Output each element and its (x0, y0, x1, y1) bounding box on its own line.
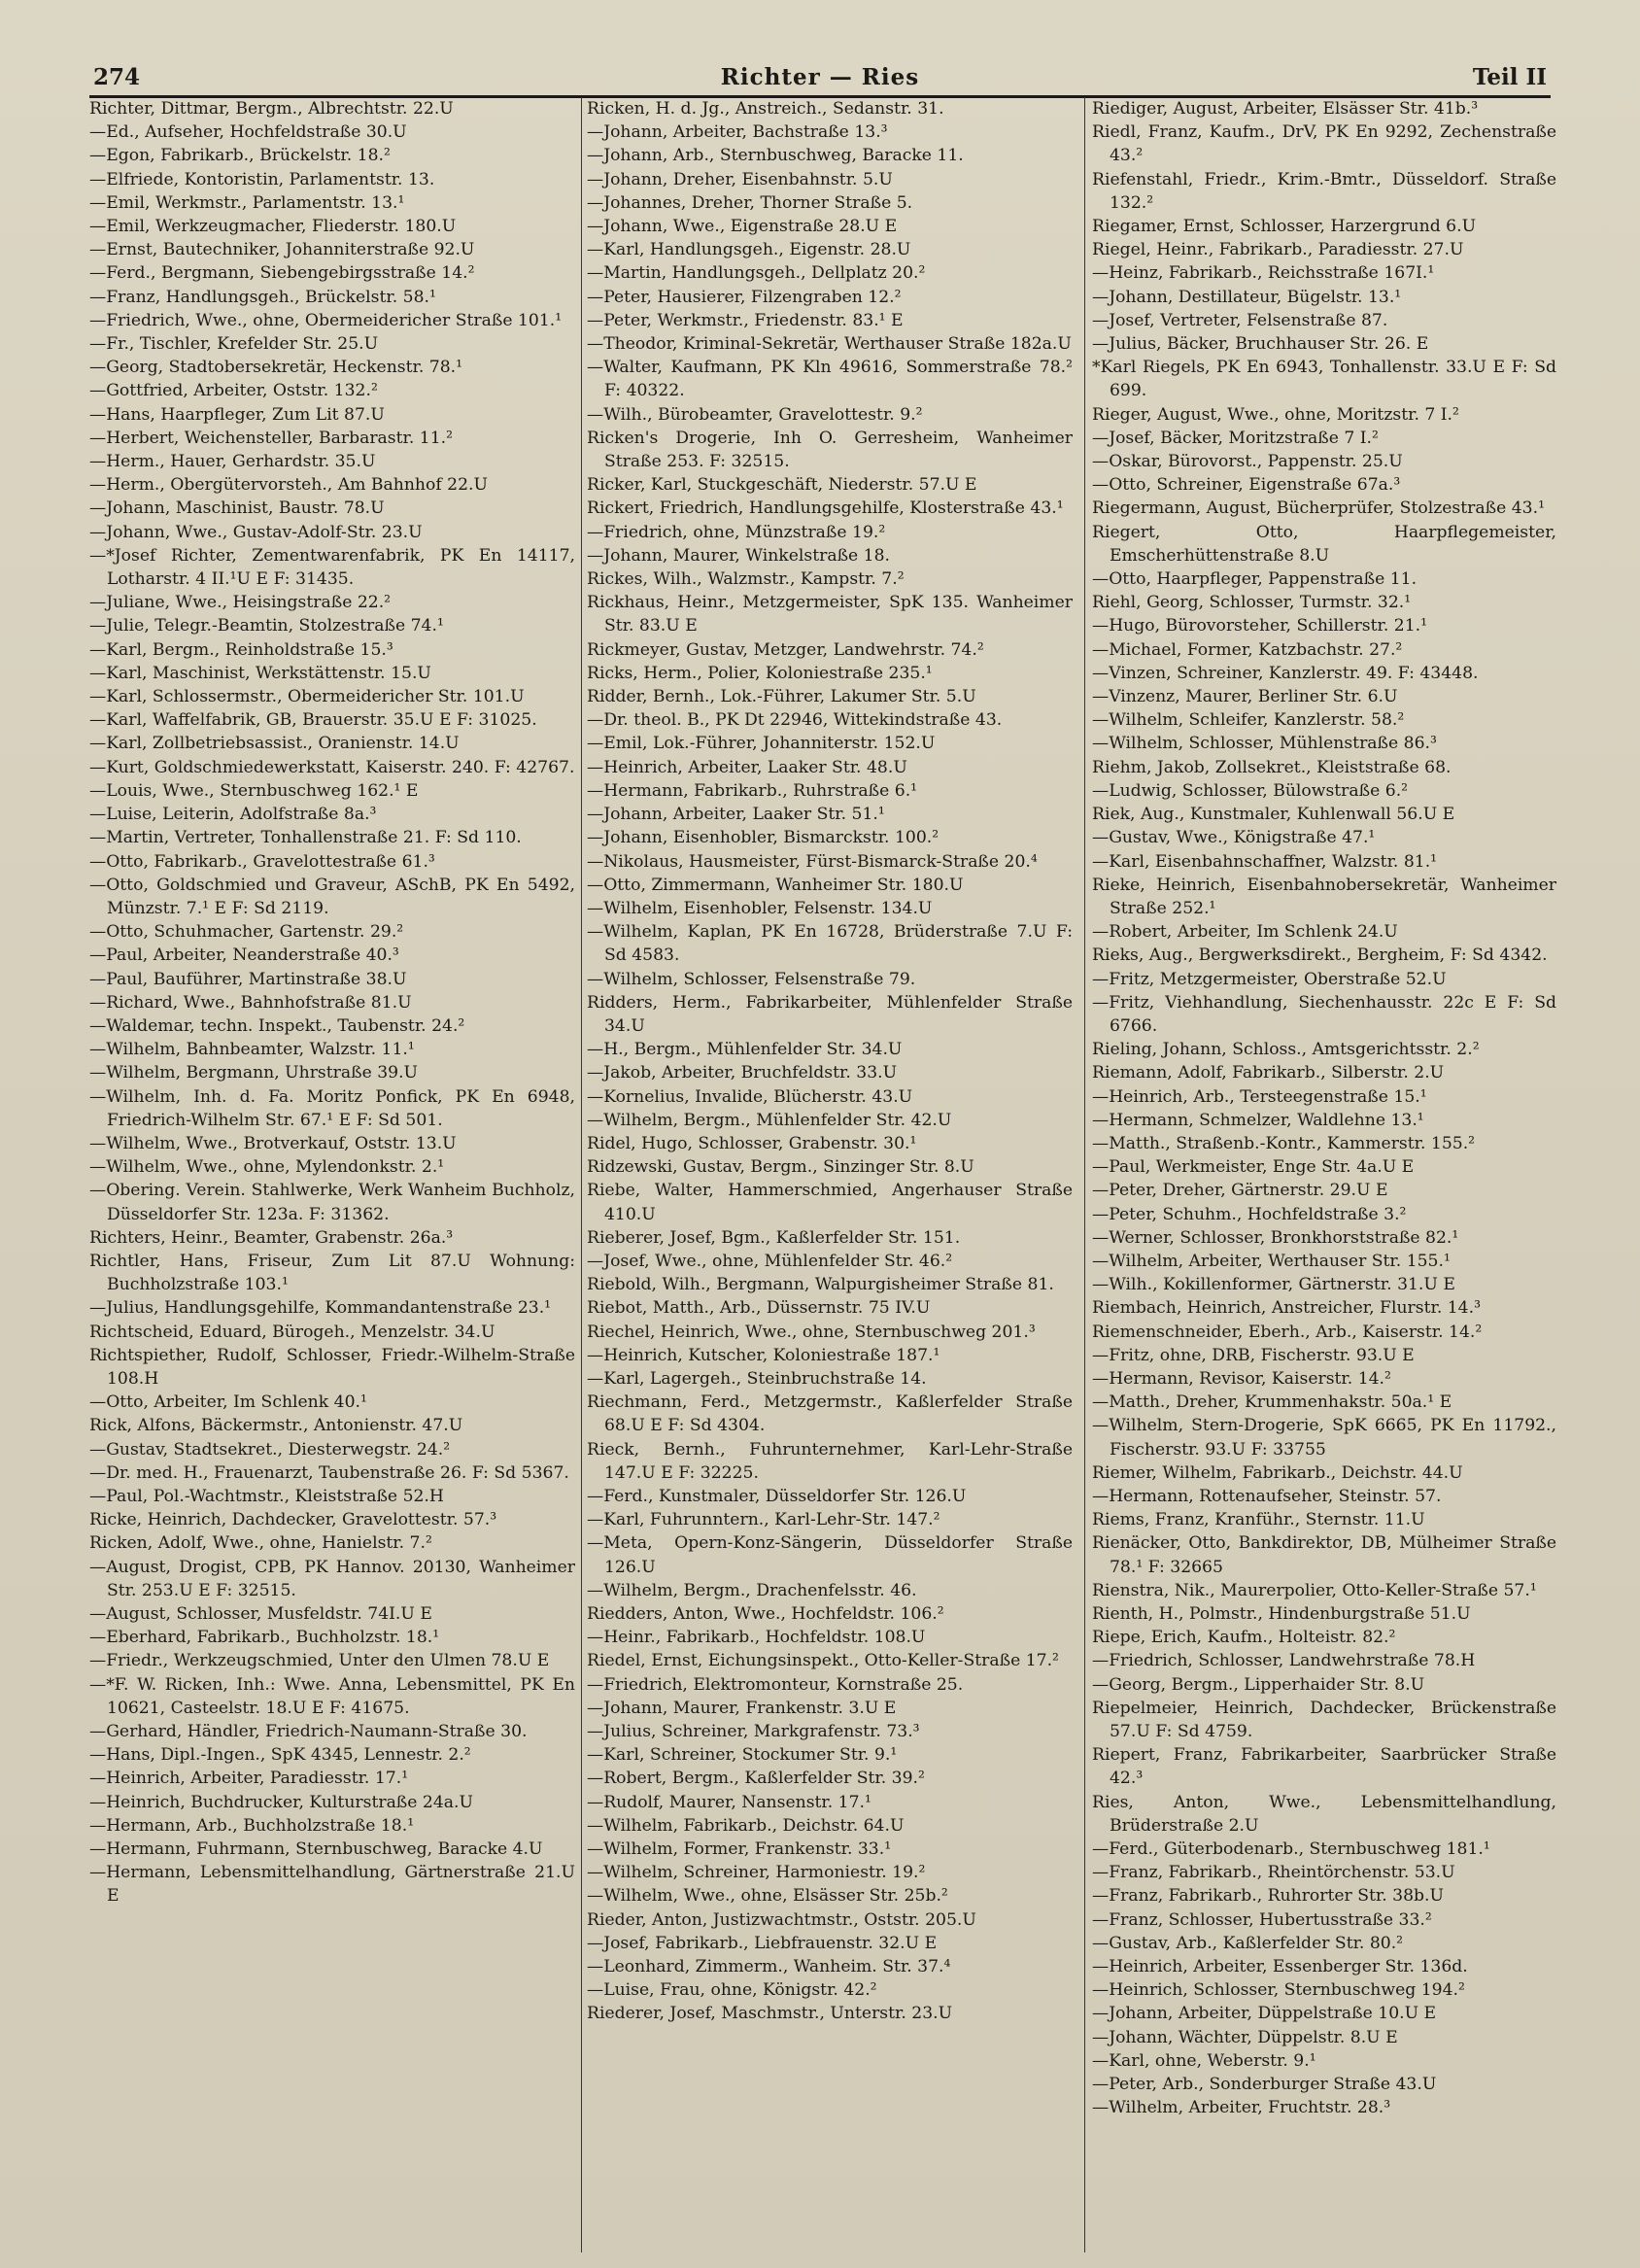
directory-entry: Riehm, Jakob, Zollsekret., Kleiststraße 68. (1092, 757, 1452, 777)
directory-entry: —Wilhelm, Bergm., Mühlenfelder Str. 42.U (587, 1110, 952, 1130)
directory-entry: Rieberer, Josef, Bgm., Kaßlerfelder Str. 151. (587, 1227, 961, 1248)
directory-entry: —Waldemar, techn. Inspekt., Taubenstr. 24.² (89, 1015, 465, 1036)
directory-entry: —Johann, Maurer, Winkelstraße 18. (587, 545, 891, 566)
directory-entry: —Oskar, Bürovorst., Pappenstr. 25.U (1092, 452, 1403, 472)
directory-entry: —Karl, Bergm., Reinholdstraße 15.³ (89, 639, 393, 660)
directory-entry: —Fritz, ohne, DRB, Fischerstr. 93.U E (1092, 1345, 1415, 1365)
directory-entry: —Karl, Maschinist, Werkstättenstr. 15.U (89, 663, 431, 683)
directory-entry: —Dr. med. H., Frauenarzt, Taubenstraße 26. F: Sd 5367. (89, 1462, 569, 1483)
directory-entry: —Friedrich, Schlosser, Landwehrstraße 78.H (1092, 1651, 1476, 1671)
directory-entry: —Johann, Destillateur, Bügelstr. 13.¹ (1092, 287, 1402, 307)
directory-entry: —Otto, Fabrikarb., Gravelottestraße 61.³ (89, 851, 435, 872)
directory-entry: —Karl, Zollbetriebsassist., Oranienstr. 14.U (89, 734, 460, 754)
directory-entry: Richtscheid, Eduard, Bürogeh., Menzelstr. 34.U (89, 1322, 495, 1342)
directory-entry: —Luise, Leiterin, Adolfstraße 8a.³ (89, 805, 377, 825)
directory-entry: —Michael, Former, Katzbachstr. 27.² (1092, 639, 1403, 660)
directory-entry: —Richard, Wwe., Bahnhofstraße 81.U (89, 992, 412, 1013)
directory-entry: —Gustav, Stadtsekret., Diesterwegstr. 24.² (89, 1439, 451, 1460)
running-title: Richter — Ries (720, 64, 920, 90)
directory-entry: —Meta, Opern-Konz-Sängerin, Düsseldorfer Straße 126.U (587, 1533, 1073, 1577)
directory-entry: —Leonhard, Zimmerm., Wanheim. Str. 37.⁴ (587, 1957, 951, 1977)
directory-entry: —Vinzenz, Maurer, Berliner Str. 6.U (1092, 687, 1398, 707)
directory-entry: —Heinrich, Buchdrucker, Kulturstraße 24a.U (89, 1792, 473, 1812)
directory-entry: —Walter, Kaufmann, PK Kln 49616, Sommerstraße 78.² F: 40322. (587, 358, 1073, 401)
directory-entry: —Hermann, Arb., Buchholzstraße 18.¹ (89, 1815, 415, 1836)
directory-entry: Richtspiether, Rudolf, Schlosser, Friedr.-Wilhelm-Straße 108.H (89, 1345, 575, 1389)
directory-entry: —Heinrich, Schlosser, Sternbuschweg 194.² (1092, 1980, 1465, 2001)
directory-entry: Ricken's Drogerie, Inh O. Gerresheim, Wanheimer Straße 253. F: 32515. (587, 428, 1073, 472)
page-header (93, 60, 1547, 93)
directory-entry: —Peter, Schuhm., Hochfeldstraße 3.² (1092, 1204, 1407, 1224)
directory-entry: Riemann, Adolf, Fabrikarb., Silberstr. 2.U (1092, 1063, 1445, 1083)
directory-entry: —Karl, Fuhrunntern., Karl-Lehr-Str. 147.² (587, 1510, 940, 1530)
directory-entry: Riebot, Matth., Arb., Düssernstr. 75 IV.U (587, 1298, 931, 1319)
directory-entry: —Julius, Schreiner, Markgrafenstr. 73.³ (587, 1722, 920, 1742)
directory-entry: —Peter, Dreher, Gärtnerstr. 29.U E (1092, 1181, 1388, 1201)
directory-entry: Rienth, H., Polmstr., Hindenburgstraße 51.U (1092, 1604, 1471, 1624)
directory-entry: —Josef, Wwe., ohne, Mühlenfelder Str. 46.² (587, 1251, 953, 1271)
directory-entry: —Heinr., Fabrikarb., Hochfeldstr. 108.U (587, 1628, 926, 1648)
directory-entry: Rickhaus, Heinr., Metzgermeister, SpK 135. Wanheimer Str. 83.U E (587, 593, 1073, 636)
directory-entry: —Otto, Zimmermann, Wanheimer Str. 180.U (587, 875, 964, 895)
directory-entry: —Heinrich, Arbeiter, Laaker Str. 48.U (587, 757, 907, 777)
directory-entry: —Ernst, Bautechniker, Johanniterstraße 92.U (89, 240, 475, 260)
directory-entry: —Johann, Arb., Sternbuschweg, Baracke 11. (587, 146, 964, 166)
directory-entry: —Hans, Haarpfleger, Zum Lit 87.U (89, 404, 385, 425)
directory-entry: —Heinz, Fabrikarb., Reichsstraße 167I.¹ (1092, 263, 1435, 284)
directory-entry: —Heinrich, Arbeiter, Essenberger Str. 136d. (1092, 1957, 1468, 1977)
directory-entry: —Heinrich, Arb., Tersteegenstraße 15.¹ (1092, 1086, 1427, 1107)
directory-entry: —Otto, Haarpfleger, Pappenstraße 11. (1092, 569, 1418, 590)
directory-entry: Rick, Alfons, Bäckermstr., Antonienstr. 47.U (89, 1416, 463, 1436)
directory-entry: Ridel, Hugo, Schlosser, Grabenstr. 30.¹ (587, 1133, 917, 1153)
directory-entry: —Paul, Werkmeister, Enge Str. 4a.U E (1092, 1157, 1415, 1178)
directory-entry: —Wilhelm, Arbeiter, Fruchtstr. 28.³ (1092, 2098, 1391, 2118)
directory-entry: —Wilhelm, Kaplan, PK En 16728, Brüderstraße 7.U F: Sd 4583. (587, 922, 1073, 966)
directory-entry: Rienäcker, Otto, Bankdirektor, DB, Mülheimer Straße 78.¹ F: 32665 (1092, 1533, 1556, 1577)
directory-entry: —Nikolaus, Hausmeister, Fürst-Bismarck-Straße 20.⁴ (587, 851, 1038, 872)
directory-entry: —Paul, Pol.-Wachtmstr., Kleiststraße 52.H (89, 1486, 444, 1506)
directory-entry: —Johann, Wwe., Eigenstraße 28.U E (587, 217, 898, 237)
directory-entry: —Johann, Maschinist, Baustr. 78.U (89, 498, 385, 519)
directory-entry: —*F. W. Ricken, Inh.: Wwe. Anna, Lebensmittel, PK En 10621, Casteelstr. 18.U E F: 41675. (89, 1674, 575, 1718)
directory-entry: —Emil, Lok.-Führer, Johanniterstr. 152.U (587, 734, 936, 754)
part-label: Teil II (1472, 64, 1547, 90)
directory-entry: —Fritz, Viehhandlung, Siechenhausstr. 22c E F: Sd 6766. (1092, 992, 1556, 1036)
directory-entry: —Wilh., Kokillenformer, Gärtnerstr. 31.U E (1092, 1275, 1455, 1295)
directory-entry: —Juliane, Wwe., Heisingstraße 22.² (89, 593, 392, 613)
directory-entry: —Johann, Eisenhobler, Bismarckstr. 100.² (587, 828, 940, 848)
directory-entry: Ricken, H. d. Jg., Anstreich., Sedanstr. 31. (587, 99, 944, 119)
directory-entry: Riegert, Otto, Haarpflegemeister, Emscherhüttenstraße 8.U (1092, 522, 1556, 566)
directory-entry: —Friedrich, ohne, Münzstraße 19.² (587, 522, 886, 542)
directory-entry: —Luise, Frau, ohne, Königstr. 42.² (587, 1980, 877, 2001)
directory-entry: —Matth., Dreher, Krummenhakstr. 50a.¹ E (1092, 1392, 1452, 1413)
directory-entry: Riegermann, August, Bücherprüfer, Stolzestraße 43.¹ (1092, 498, 1545, 519)
column-1 (89, 97, 575, 2252)
directory-entry: —Wilhelm, Fabrikarb., Deichstr. 64.U (587, 1815, 905, 1836)
directory-entry: —Fritz, Metzgermeister, Oberstraße 52.U (1092, 969, 1447, 989)
directory-entry: —Ed., Aufseher, Hochfeldstraße 30.U (89, 122, 407, 143)
directory-entry: —Johann, Dreher, Eisenbahnstr. 5.U (587, 169, 893, 189)
directory-entry: —Heinrich, Arbeiter, Paradiesstr. 17.¹ (89, 1769, 409, 1789)
directory-entry: Riederer, Josef, Maschmstr., Unterstr. 23.U (587, 2004, 953, 2024)
directory-entry: Richters, Heinr., Beamter, Grabenstr. 26a.³ (89, 1227, 454, 1248)
directory-entry: Ridders, Herm., Fabrikarbeiter, Mühlenfelder Straße 34.U (587, 992, 1073, 1036)
directory-entry: —Paul, Bauführer, Martinstraße 38.U (89, 969, 407, 989)
directory-entry: Riegel, Heinr., Fabrikarb., Paradiesstr. 27.U (1092, 240, 1464, 260)
directory-entry: —Wilhelm, Stern-Drogerie, SpK 6665, PK En 11792., Fischerstr. 93.U F: 33755 (1092, 1416, 1556, 1460)
directory-entry: Riedders, Anton, Wwe., Hochfeldstr. 106.² (587, 1604, 944, 1624)
directory-entry: —Wilhelm, Schreiner, Harmoniestr. 19.² (587, 1863, 926, 1883)
directory-entry: —Gottfried, Arbeiter, Oststr. 132.² (89, 381, 378, 401)
directory-entry: —Kornelius, Invalide, Blücherstr. 43.U (587, 1086, 913, 1107)
directory-entry: —Wilhelm, Eisenhobler, Felsenstr. 134.U (587, 898, 933, 918)
directory-entry: —Louis, Wwe., Sternbuschweg 162.¹ E (89, 780, 419, 801)
directory-entry: —Heinrich, Kutscher, Koloniestraße 187.¹ (587, 1345, 940, 1365)
directory-entry: —Emil, Werkmstr., Parlamentstr. 13.¹ (89, 192, 405, 213)
directory-entry: —Otto, Goldschmied und Graveur, ASchB, PK En 5492, Münzstr. 7.¹ E F: Sd 2119. (89, 875, 575, 918)
directory-entry: —Johann, Arbeiter, Laaker Str. 51.¹ (587, 805, 885, 825)
directory-entry: —Herbert, Weichensteller, Barbarastr. 11.² (89, 428, 453, 448)
directory-entry: —Josef, Vertreter, Felsenstraße 87. (1092, 310, 1388, 330)
directory-entry: —August, Schlosser, Musfeldstr. 74I.U E (89, 1604, 432, 1624)
directory-entry: —Obering. Verein. Stahlwerke, Werk Wanheim Buchholz, Düsseldorfer Str. 123a. F: 31362. (89, 1181, 575, 1224)
directory-entry: Richter, Dittmar, Bergm., Albrechtstr. 22.U (89, 99, 454, 119)
directory-entry: —Johann, Wächter, Düppelstr. 8.U E (1092, 2027, 1398, 2047)
directory-entry: —*Josef Richter, Zementwarenfabrik, PK En 14117, Lotharstr. 4 II.¹U E F: 31435. (89, 545, 575, 590)
directory-entry: —Karl, Schlossermstr., Obermeidericher Str. 101.U (89, 687, 525, 707)
directory-entry: —Matth., Straßenb.-Kontr., Kammerstr. 155.² (1092, 1133, 1476, 1153)
directory-entry: —Hermann, Fuhrmann, Sternbuschweg, Baracke 4.U (89, 1839, 543, 1860)
directory-entry: —H., Bergm., Mühlenfelder Str. 34.U (587, 1040, 903, 1060)
directory-entry: —Franz, Fabrikarb., Ruhrorter Str. 38b.U (1092, 1886, 1444, 1907)
directory-entry: —Wilhelm, Schlosser, Mühlenstraße 86.³ (1092, 734, 1437, 754)
directory-entry: —Wilhelm, Arbeiter, Werthauser Str. 155.¹ (1092, 1251, 1451, 1271)
directory-entry: —Wilhelm, Schlosser, Felsenstraße 79. (587, 969, 916, 989)
directory-entry: —Rudolf, Maurer, Nansenstr. 17.¹ (587, 1792, 871, 1812)
directory-entry: —Herm., Hauer, Gerhardstr. 35.U (89, 452, 376, 472)
directory-entry: Riepelmeier, Heinrich, Dachdecker, Brückenstraße 57.U F: Sd 4759. (1092, 1698, 1556, 1742)
directory-entry: Richtler, Hans, Friseur, Zum Lit 87.U Wohnung: Buchholzstraße 103.¹ (89, 1251, 575, 1295)
directory-entry: —Fr., Tischler, Krefelder Str. 25.U (89, 334, 379, 355)
directory-entry: —Werner, Schlosser, Bronkhorststraße 82.¹ (1092, 1227, 1459, 1248)
directory-entry: —Eberhard, Fabrikarb., Buchholzstr. 18.¹ (89, 1628, 440, 1648)
directory-entry: *Karl Riegels, PK En 6943, Tonhallenstr. 33.U E F: Sd 699. (1092, 358, 1556, 401)
directory-entry: Riebe, Walter, Hammerschmied, Angerhauser Straße 410.U (587, 1181, 1073, 1224)
directory-entry: Rieger, August, Wwe., ohne, Moritzstr. 7 I.² (1092, 404, 1459, 425)
directory-entry: Rieling, Johann, Schloss., Amtsgerichtsstr. 2.² (1092, 1040, 1480, 1060)
directory-entry: —Karl, Schreiner, Stockumer Str. 9.¹ (587, 1745, 898, 1766)
directory-entry: —Johann, Arbeiter, Bachstraße 13.³ (587, 122, 888, 143)
directory-entry: —Ludwig, Schlosser, Bülowstraße 6.² (1092, 780, 1409, 801)
directory-entry: —Wilhelm, Inh. d. Fa. Moritz Ponfick, PK En 6948, Friedrich-Wilhelm Str. 67.¹ E F: Sd 501. (89, 1086, 575, 1130)
directory-entry: —Wilhelm, Former, Frankenstr. 33.¹ (587, 1839, 892, 1860)
directory-entry: —Emil, Werkzeugmacher, Fliederstr. 180.U (89, 217, 457, 237)
directory-entry: —Hans, Dipl.-Ingen., SpK 4345, Lennestr. 2.² (89, 1745, 471, 1766)
directory-entry: —Julie, Telegr.-Beamtin, Stolzestraße 74.¹ (89, 616, 444, 636)
directory-entry: —Karl, Eisenbahnschaffner, Walzstr. 81.¹ (1092, 851, 1438, 872)
directory-entry: —Otto, Schreiner, Eigenstraße 67a.³ (1092, 475, 1401, 496)
directory-entry: Rickmeyer, Gustav, Metzger, Landwehrstr. 74.² (587, 639, 984, 660)
directory-entry: —Wilhelm, Bergm., Drachenfelsstr. 46. (587, 1580, 917, 1600)
page-number: 274 (93, 64, 141, 90)
directory-entry: Riechmann, Ferd., Metzgermstr., Kaßlerfelder Straße 68.U E F: Sd 4304. (587, 1392, 1073, 1436)
directory-entry: —Karl, ohne, Weberstr. 9.¹ (1092, 2050, 1316, 2071)
directory-entry: —Dr. theol. B., PK Dt 22946, Wittekindstraße 43. (587, 710, 1003, 731)
directory-entry: Ricker, Karl, Stuckgeschäft, Niederstr. 57.U E (587, 475, 977, 496)
directory-entry: Riemenschneider, Eberh., Arb., Kaiserstr. 14.² (1092, 1322, 1483, 1342)
directory-entry: —Jakob, Arbeiter, Bruchfeldstr. 33.U (587, 1063, 898, 1083)
directory-entry: Ridzewski, Gustav, Bergm., Sinzinger Str. 8.U (587, 1157, 974, 1178)
directory-entry: —Karl, Handlungsgeh., Eigenstr. 28.U (587, 240, 911, 260)
directory-entry: —Gustav, Arb., Kaßlerfelder Str. 80.² (1092, 1933, 1404, 1953)
directory-entry: —Karl, Lagergeh., Steinbruchstraße 14. (587, 1368, 927, 1389)
directory-entry: —Peter, Hausierer, Filzengraben 12.² (587, 287, 902, 307)
directory-entry: —Johann, Maurer, Frankenstr. 3.U E (587, 1698, 897, 1718)
directory-entry: Ricke, Heinrich, Dachdecker, Gravelottestr. 57.³ (89, 1510, 497, 1530)
directory-entry: —Martin, Handlungsgeh., Dellplatz 20.² (587, 263, 926, 284)
directory-entry: —Franz, Handlungsgeh., Brückelstr. 58.¹ (89, 287, 436, 307)
directory-entry: —Wilhelm, Bergmann, Uhrstraße 39.U (89, 1063, 419, 1083)
column-divider (581, 97, 582, 2252)
directory-entry: Riedl, Franz, Kaufm., DrV, PK En 9292, Zechenstraße 43.² (1092, 122, 1556, 166)
directory-entry: —Wilhelm, Wwe., ohne, Elsässer Str. 25b.² (587, 1886, 948, 1907)
directory-entry: Riefenstahl, Friedr., Krim.-Bmtr., Düsseldorf. Straße 132.² (1092, 169, 1556, 213)
directory-entry: Riechel, Heinrich, Wwe., ohne, Sternbuschweg 201.³ (587, 1322, 1036, 1342)
directory-entry: —Hermann, Lebensmittelhandlung, Gärtnerstraße 21.U E (89, 1863, 575, 1907)
column-2 (587, 97, 1073, 2252)
directory-entry: —Julius, Bäcker, Bruchhauser Str. 26. E (1092, 334, 1429, 355)
directory-entry: —Gustav, Wwe., Königstraße 47.¹ (1092, 828, 1376, 848)
directory-entry: —Hermann, Schmelzer, Waldlehne 13.¹ (1092, 1110, 1424, 1130)
directory-entry: —Josef, Bäcker, Moritzstraße 7 I.² (1092, 428, 1379, 448)
directory-entry: Riepe, Erich, Kaufm., Holteistr. 82.² (1092, 1628, 1396, 1648)
directory-entry: —Otto, Schuhmacher, Gartenstr. 29.² (89, 922, 404, 943)
directory-entry: Riegamer, Ernst, Schlosser, Harzergrund 6.U (1092, 217, 1477, 237)
column-divider (1084, 97, 1085, 2252)
directory-entry: —Georg, Bergm., Lipperhaider Str. 8.U (1092, 1674, 1425, 1695)
directory-entry: —Johann, Wwe., Gustav-Adolf-Str. 23.U (89, 522, 423, 542)
directory-entry: —Peter, Werkmstr., Friedenstr. 83.¹ E (587, 310, 904, 330)
directory-entry: Riepert, Franz, Fabrikarbeiter, Saarbrücker Straße 42.³ (1092, 1745, 1556, 1789)
directory-entry: Riehl, Georg, Schlosser, Turmstr. 32.¹ (1092, 593, 1412, 613)
directory-entry: Ricks, Herm., Polier, Koloniestraße 235.¹ (587, 663, 933, 683)
directory-entry: —Gerhard, Händler, Friedrich-Naumann-Straße 30. (89, 1722, 528, 1742)
directory-entry: Rieks, Aug., Bergwerksdirekt., Bergheim, F: Sd 4342. (1092, 945, 1548, 966)
directory-entry: —Ferd., Bergmann, Siebengebirgsstraße 14.² (89, 263, 475, 284)
directory-entry: —Kurt, Goldschmiedewerkstatt, Kaiserstr. 240. F: 42767. (89, 757, 575, 777)
directory-entry: —Johannes, Dreher, Thorner Straße 5. (587, 192, 913, 213)
directory-entry: —Theodor, Kriminal-Sekretär, Werthauser Straße 182a.U (587, 334, 1072, 355)
directory-entry: —Ferd., Güterbodenarb., Sternbuschweg 181.¹ (1092, 1839, 1490, 1860)
directory-entry: —Julius, Handlungsgehilfe, Kommandantenstraße 23.¹ (89, 1298, 552, 1319)
directory-entry: —Karl, Waffelfabrik, GB, Brauerstr. 35.U E F: 31025. (89, 710, 537, 731)
directory-entry: —Vinzen, Schreiner, Kanzlerstr. 49. F: 43448. (1092, 663, 1479, 683)
directory-entry: Riems, Franz, Kranführ., Sternstr. 11.U (1092, 1510, 1425, 1530)
directory-entry: Rickert, Friedrich, Handlungsgehilfe, Klosterstraße 43.¹ (587, 498, 1064, 519)
directory-entry: —Herm., Obergütervorsteh., Am Bahnhof 22.U (89, 475, 488, 496)
directory-entry: —Hermann, Rottenaufseher, Steinstr. 57. (1092, 1486, 1442, 1506)
directory-entry: —Martin, Vertreter, Tonhallenstraße 21. F: Sd 110. (89, 828, 522, 848)
directory-entry: —Franz, Schlosser, Hubertusstraße 33.² (1092, 1909, 1432, 1930)
directory-entry: —Robert, Arbeiter, Im Schlenk 24.U (1092, 922, 1398, 943)
directory-entry: Riembach, Heinrich, Anstreicher, Flurstr. 14.³ (1092, 1298, 1481, 1319)
directory-entry: —Hermann, Fabrikarb., Ruhrstraße 6.¹ (587, 780, 918, 801)
directory-entry: —Josef, Fabrikarb., Liebfrauenstr. 32.U E (587, 1933, 938, 1953)
directory-entry: —Paul, Arbeiter, Neanderstraße 40.³ (89, 945, 399, 966)
directory-entry: —Wilhelm, Bahnbeamter, Walzstr. 11.¹ (89, 1040, 415, 1060)
directory-entry: —Friedr., Werkzeugschmied, Unter den Ulmen 78.U E (89, 1651, 550, 1671)
directory-entry: —Hugo, Bürovorsteher, Schillerstr. 21.¹ (1092, 616, 1428, 636)
column-3 (1092, 97, 1556, 2252)
directory-entry: —Johann, Arbeiter, Düppelstraße 10.U E (1092, 2004, 1437, 2024)
directory-entry: —Friedrich, Elektromonteur, Kornstraße 25. (587, 1674, 964, 1695)
directory-entry: —Friedrich, Wwe., ohne, Obermeidericher Straße 101.¹ (89, 310, 563, 330)
directory-entry: —Wilhelm, Wwe., ohne, Mylendonkstr. 2.¹ (89, 1157, 445, 1178)
directory-entry: —Georg, Stadtobersekretär, Heckenstr. 78.¹ (89, 358, 463, 378)
directory-entry: —Elfriede, Kontoristin, Parlamentstr. 13. (89, 169, 435, 189)
directory-entry: Rieck, Bernh., Fuhrunternehmer, Karl-Lehr-Straße 147.U E F: 32225. (587, 1439, 1073, 1483)
directory-entry: —Wilhelm, Wwe., Brotverkauf, Oststr. 13.U (89, 1133, 457, 1153)
directory-entry: —Wilhelm, Schleifer, Kanzlerstr. 58.² (1092, 710, 1405, 731)
directory-entry: Riek, Aug., Kunstmaler, Kuhlenwall 56.U E (1092, 805, 1455, 825)
directory-entry: Riediger, August, Arbeiter, Elsässer Str. 41b.³ (1092, 99, 1479, 119)
directory-entry: —Robert, Bergm., Kaßlerfelder Str. 39.² (587, 1769, 925, 1789)
directory-entry: Ridder, Bernh., Lok.-Führer, Lakumer Str. 5.U (587, 687, 976, 707)
directory-entry: —Otto, Arbeiter, Im Schlenk 40.¹ (89, 1392, 367, 1413)
directory-entry: Riedel, Ernst, Eichungsinspekt., Otto-Keller-Straße 17.² (587, 1651, 1059, 1671)
directory-entry: Ries, Anton, Wwe., Lebensmittelhandlung, Brüderstraße 2.U (1092, 1792, 1556, 1836)
directory-entry: —Ferd., Kunstmaler, Düsseldorfer Str. 126.U (587, 1486, 967, 1506)
directory-entry: —Egon, Fabrikarb., Brückelstr. 18.² (89, 146, 391, 166)
directory-entry: Riebold, Wilh., Bergmann, Walpurgisheimer Straße 81. (587, 1275, 1054, 1295)
directory-entry: Rickes, Wilh., Walzmstr., Kampstr. 7.² (587, 569, 905, 590)
directory-entry: —Hermann, Revisor, Kaiserstr. 14.² (1092, 1368, 1391, 1389)
directory-entry: —Peter, Arb., Sonderburger Straße 43.U (1092, 2075, 1437, 2095)
directory-entry: Rieke, Heinrich, Eisenbahnobersekretär, Wanheimer Straße 252.¹ (1092, 875, 1556, 918)
directory-entry: Rienstra, Nik., Maurerpolier, Otto-Keller-Straße 57.¹ (1092, 1580, 1537, 1600)
directory-entry: Riemer, Wilhelm, Fabrikarb., Deichstr. 44.U (1092, 1462, 1463, 1483)
directory-entry: —August, Drogist, CPB, PK Hannov. 20130, Wanheimer Str. 253.U E F: 32515. (89, 1557, 575, 1600)
directory-entry: —Wilh., Bürobeamter, Gravelottestr. 9.² (587, 404, 923, 425)
directory-entry: Rieder, Anton, Justizwachtmstr., Oststr. 205.U (587, 1909, 976, 1930)
directory-entry: Ricken, Adolf, Wwe., ohne, Hanielstr. 7.² (89, 1533, 432, 1554)
directory-entry: —Franz, Fabrikarb., Rheintörchenstr. 53.U (1092, 1863, 1455, 1883)
